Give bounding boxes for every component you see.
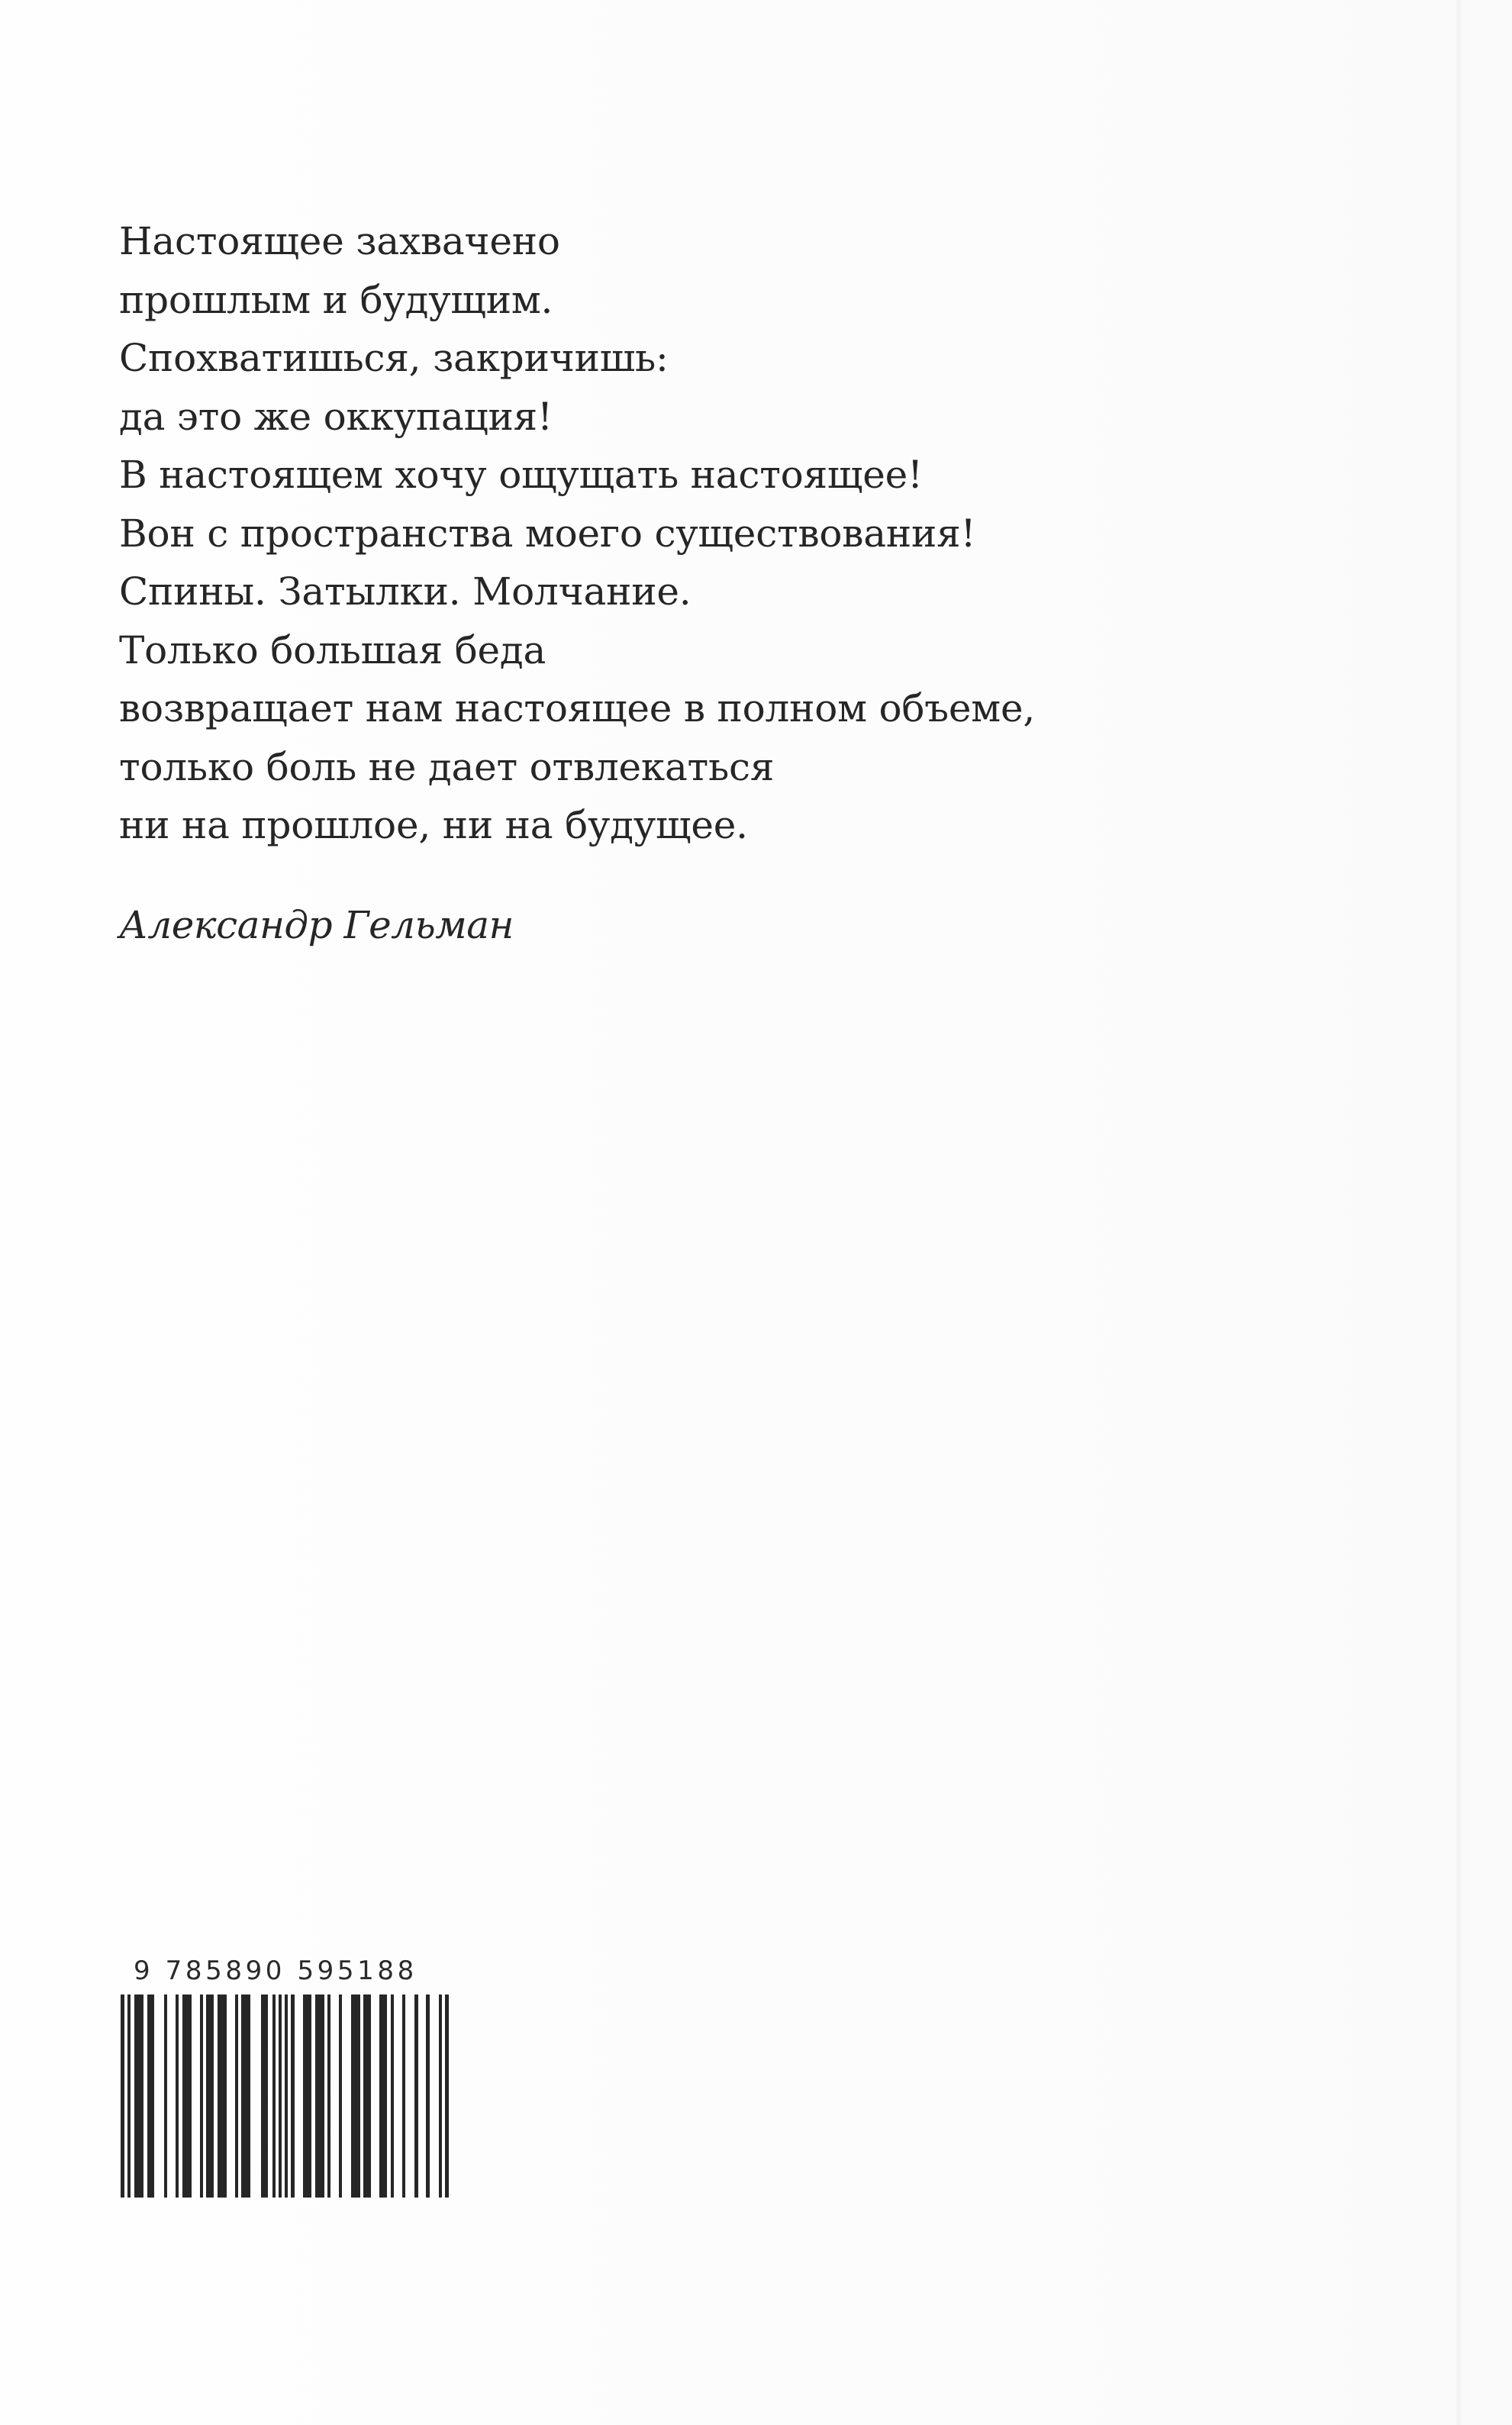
barcode-bar — [315, 1994, 324, 2198]
isbn-barcode — [121, 1954, 450, 2200]
barcode-bar — [218, 1994, 227, 2198]
barcode-bar — [402, 1994, 405, 2198]
barcode-bar — [200, 1994, 203, 2198]
poem-line: ни на прошлое, ни на будущее. — [119, 803, 748, 847]
barcode-bar — [363, 1994, 371, 2198]
poem-line: Только большая беда — [119, 627, 546, 672]
poem-line: да это же оккупация! — [119, 394, 553, 439]
barcode-bar — [121, 1994, 124, 2198]
poem-line: В настоящем хочу ощущать настоящее! — [119, 453, 923, 497]
isbn-number: 9 785890 595188 — [134, 1956, 417, 1986]
barcode-bar — [351, 1994, 360, 2198]
barcode-bar — [279, 1994, 282, 2198]
poem-line: возвращает нам настоящее в полном объеме, — [119, 686, 1036, 730]
barcode-bar — [235, 1994, 238, 2198]
barcode-bar — [291, 1994, 295, 2198]
barcode-bars — [121, 1994, 450, 2198]
barcode-bar — [439, 1994, 442, 2198]
barcode-bar — [327, 1994, 330, 2198]
barcode-bar — [147, 1994, 154, 2198]
barcode-bar — [206, 1994, 214, 2198]
barcode-bar — [339, 1994, 342, 2198]
author-signature: Александр Гельман — [119, 903, 514, 947]
barcode-bar — [176, 1994, 179, 2198]
barcode-bar — [303, 1994, 311, 2198]
barcode-bar — [127, 1994, 131, 2198]
barcode-bar — [241, 1994, 250, 2198]
barcode-bar — [182, 1994, 192, 2198]
poem-line: Вон с пространства моего существования! — [119, 511, 976, 556]
poem-line: Настоящее захвачено — [119, 219, 560, 263]
poem-line: только боль не дает отвлекаться — [119, 744, 775, 789]
poem-line: прошлым и будущим. — [119, 277, 553, 322]
poem-line: Спины. Затылки. Молчание. — [119, 569, 692, 614]
barcode-bar — [426, 1994, 430, 2198]
barcode-bar — [391, 1994, 394, 2198]
barcode-bar — [272, 1994, 276, 2198]
poem-line: Спохватишься, закричишь: — [119, 336, 669, 380]
barcode-bar — [285, 1994, 288, 2198]
barcode-bar — [134, 1994, 143, 2198]
poem-text — [119, 212, 1035, 855]
barcode-bar — [261, 1994, 268, 2198]
barcode-bar — [379, 1994, 387, 2198]
spine-crease — [1455, 0, 1462, 2425]
barcode-bar — [445, 1994, 449, 2198]
barcode-bar — [164, 1994, 167, 2198]
barcode-bar — [414, 1994, 418, 2198]
